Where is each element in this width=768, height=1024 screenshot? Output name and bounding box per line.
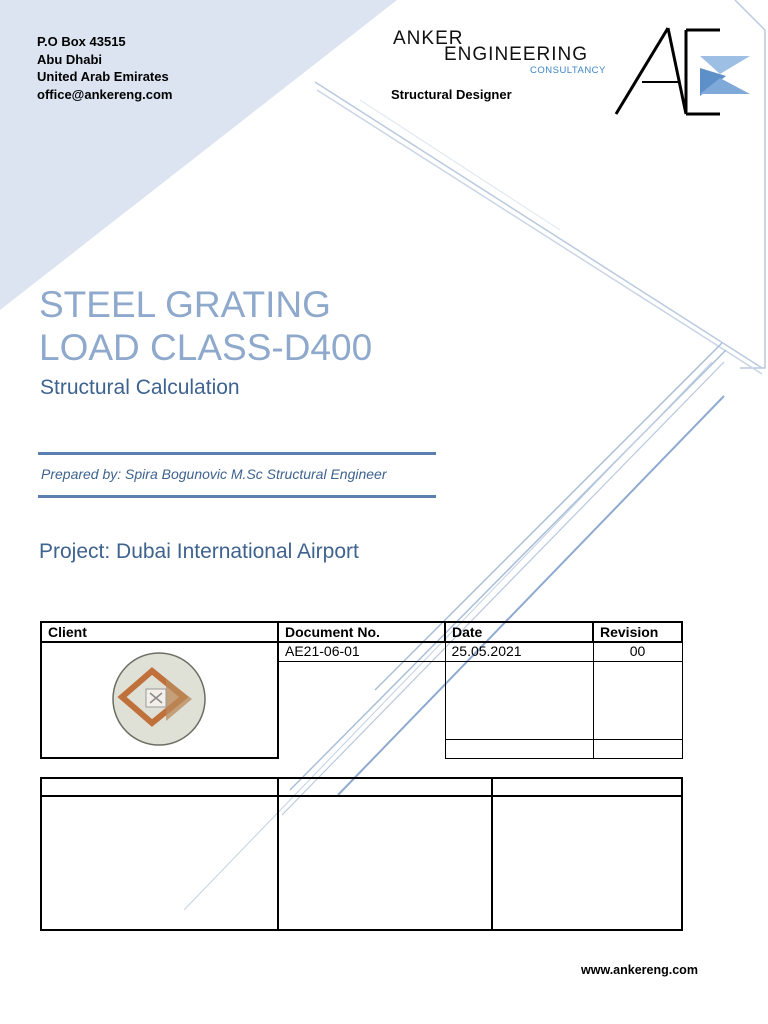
empty-cell xyxy=(492,796,682,930)
document-title xyxy=(39,283,372,369)
address-email: office@ankereng.com xyxy=(37,86,173,102)
document-no-value: AE21-06-01 xyxy=(278,642,445,661)
client-logo-cell xyxy=(41,642,278,758)
title-line-1: STEEL GRATING xyxy=(39,284,331,325)
empty-cell xyxy=(593,739,682,758)
empty-cell xyxy=(41,796,278,930)
project-name: Project: Dubai International Airport xyxy=(39,540,359,563)
header-revision: Revision xyxy=(593,622,682,642)
date-value: 25.05.2021 xyxy=(445,642,593,661)
address-city: Abu Dhabi xyxy=(37,51,102,67)
document-info-table xyxy=(40,621,683,759)
table-row xyxy=(41,642,682,661)
empty-cell xyxy=(445,739,593,758)
divider-top xyxy=(38,452,436,455)
revision-value: 00 xyxy=(593,642,682,661)
ae-monogram-logo xyxy=(608,24,756,124)
divider-bottom xyxy=(38,495,436,498)
logo-consultancy: CONSULTANCY xyxy=(530,65,606,76)
empty-header xyxy=(41,778,278,796)
header-date: Date xyxy=(445,622,593,642)
table-header-row xyxy=(41,778,682,796)
title-line-2: LOAD CLASS-D400 xyxy=(39,327,373,368)
empty-header xyxy=(278,778,492,796)
logo-role: Structural Designer xyxy=(391,87,512,102)
approval-table xyxy=(40,777,683,931)
address-country: United Arab Emirates xyxy=(37,69,169,84)
diagonal-line xyxy=(315,82,762,368)
prepared-by: Prepared by: Spira Bogunovic M.Sc Structural Engineer xyxy=(41,466,387,482)
empty-cell xyxy=(278,661,445,758)
header-document-no: Document No. xyxy=(278,622,445,642)
logo-text-engineering: ENGINEERING xyxy=(444,44,589,65)
diagonal-line xyxy=(317,90,762,374)
empty-header xyxy=(492,778,682,796)
table-row xyxy=(41,796,682,930)
address-po-box: P.O Box 43515 xyxy=(37,34,126,49)
header-client: Client xyxy=(41,622,278,642)
empty-cell xyxy=(278,796,492,930)
website-link[interactable]: www.ankereng.com xyxy=(581,963,698,977)
logo-text-anker: ANKER xyxy=(393,28,464,49)
diagonal-line xyxy=(360,100,560,230)
document-subtitle: Structural Calculation xyxy=(40,376,240,399)
address-block xyxy=(37,33,173,103)
table-header-row xyxy=(41,622,682,642)
empty-cell xyxy=(445,661,593,739)
empty-cell xyxy=(593,661,682,739)
client-logo xyxy=(104,651,214,747)
